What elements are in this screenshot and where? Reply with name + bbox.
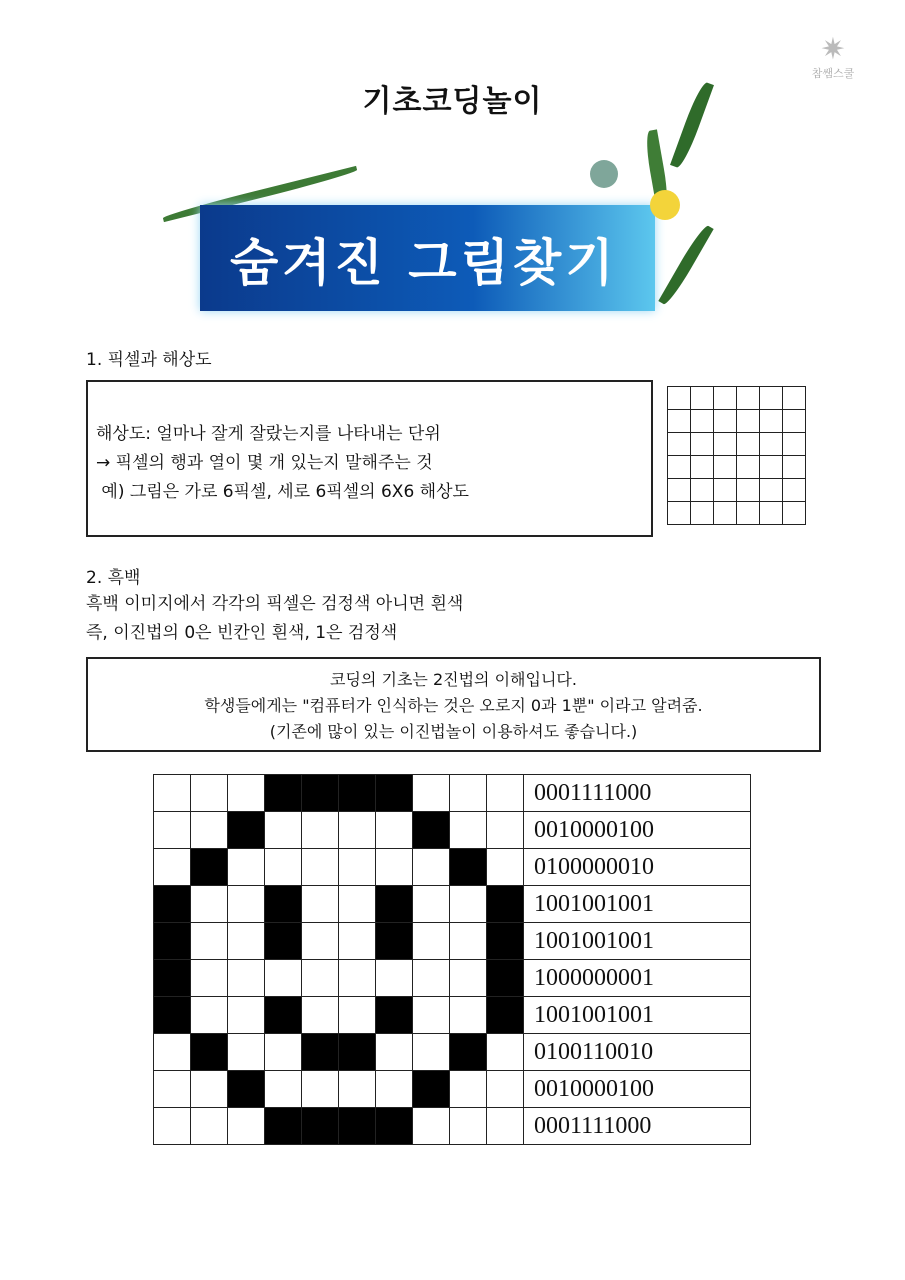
white-pixel <box>339 886 376 923</box>
pixel-cell <box>668 433 691 456</box>
white-pixel <box>154 1108 191 1145</box>
pixel-cell <box>783 387 806 410</box>
white-pixel <box>302 812 339 849</box>
note-line: (기존에 많이 있는 이진법놀이 이용하셔도 좋습니다.) <box>269 722 638 741</box>
section2-text <box>86 590 463 648</box>
pixel-cell <box>691 387 714 410</box>
white-pixel <box>413 1034 450 1071</box>
white-pixel <box>191 775 228 812</box>
white-pixel <box>191 1071 228 1108</box>
white-pixel <box>487 1071 524 1108</box>
white-pixel <box>487 1108 524 1145</box>
black-pixel <box>376 775 413 812</box>
pixel-cell <box>714 387 737 410</box>
pixel-cell <box>714 433 737 456</box>
black-pixel <box>265 1108 302 1145</box>
black-pixel <box>376 886 413 923</box>
white-pixel <box>413 849 450 886</box>
black-pixel <box>228 1071 265 1108</box>
white-pixel <box>450 960 487 997</box>
pixel-cell <box>760 479 783 502</box>
white-pixel <box>413 997 450 1034</box>
pixel-cell <box>668 387 691 410</box>
black-pixel <box>228 812 265 849</box>
white-pixel <box>228 997 265 1034</box>
white-pixel <box>376 960 413 997</box>
pixel-cell <box>668 456 691 479</box>
binary-row <box>154 886 751 923</box>
page-title: 기초코딩놀이 <box>362 84 543 119</box>
pixel-cell <box>760 410 783 433</box>
logo-star-icon: ✷ <box>820 32 846 67</box>
pixel-cell <box>760 387 783 410</box>
white-pixel <box>154 775 191 812</box>
white-pixel <box>154 1034 191 1071</box>
white-pixel <box>191 886 228 923</box>
banner: 숨겨진 그림찾기 <box>200 205 655 311</box>
binary-row <box>154 775 751 812</box>
black-pixel <box>154 997 191 1034</box>
binary-code: 0010000100 <box>524 1071 751 1108</box>
black-pixel <box>413 812 450 849</box>
pixel-cell <box>737 410 760 433</box>
white-pixel <box>191 960 228 997</box>
binary-code: 0010000100 <box>524 812 751 849</box>
white-pixel <box>228 1034 265 1071</box>
binary-picture-grid <box>153 774 751 1145</box>
pixel-cell <box>760 456 783 479</box>
black-pixel <box>302 775 339 812</box>
resolution-line: 예) 그림은 가로 6픽셀, 세로 6픽셀의 6X6 해상도 <box>96 482 469 502</box>
pixel-cell <box>737 387 760 410</box>
binary-row <box>154 960 751 997</box>
black-pixel <box>265 775 302 812</box>
black-pixel <box>154 886 191 923</box>
black-pixel <box>450 1034 487 1071</box>
white-pixel <box>228 775 265 812</box>
binary-code: 1001001001 <box>524 886 751 923</box>
binary-row <box>154 812 751 849</box>
black-pixel <box>376 997 413 1034</box>
white-pixel <box>191 1108 228 1145</box>
binary-code: 1000000001 <box>524 960 751 997</box>
white-pixel <box>265 960 302 997</box>
white-pixel <box>265 812 302 849</box>
binary-code: 0100110010 <box>524 1034 751 1071</box>
black-pixel <box>265 997 302 1034</box>
white-pixel <box>450 997 487 1034</box>
white-pixel <box>265 1071 302 1108</box>
pixel-cell <box>783 479 806 502</box>
white-pixel <box>302 849 339 886</box>
white-pixel <box>376 1034 413 1071</box>
section2-heading: 2. 흑백 <box>86 568 141 588</box>
white-pixel <box>413 886 450 923</box>
black-pixel <box>302 1034 339 1071</box>
white-pixel <box>228 923 265 960</box>
pixel-cell <box>783 502 806 525</box>
pixel-cell <box>714 456 737 479</box>
pixel-cell <box>691 433 714 456</box>
white-pixel <box>450 775 487 812</box>
pixel-cell <box>760 502 783 525</box>
white-pixel <box>302 960 339 997</box>
black-pixel <box>302 1108 339 1145</box>
white-pixel <box>339 1071 376 1108</box>
pixel-cell <box>737 502 760 525</box>
resolution-line: 해상도: 얼마나 잘게 잘랐는지를 나타내는 단위 <box>96 424 441 444</box>
white-pixel <box>450 1071 487 1108</box>
section2-line: 즉, 이진법의 0은 빈칸인 흰색, 1은 검정색 <box>86 623 398 643</box>
pixel-cell <box>691 410 714 433</box>
black-pixel <box>413 1071 450 1108</box>
white-pixel <box>302 923 339 960</box>
grid-row <box>668 433 806 456</box>
white-pixel <box>487 775 524 812</box>
pixel-cell <box>783 410 806 433</box>
pixel-cell <box>783 433 806 456</box>
white-pixel <box>450 1108 487 1145</box>
pixel-cell <box>760 433 783 456</box>
white-pixel <box>413 775 450 812</box>
pixel-cell <box>691 479 714 502</box>
black-pixel <box>376 923 413 960</box>
binary-row <box>154 1108 751 1145</box>
grid-row <box>668 502 806 525</box>
binary-code: 0100000010 <box>524 849 751 886</box>
binary-code: 1001001001 <box>524 997 751 1034</box>
white-pixel <box>487 812 524 849</box>
white-pixel <box>265 849 302 886</box>
pixel-cell <box>714 410 737 433</box>
black-pixel <box>487 886 524 923</box>
black-pixel <box>191 849 228 886</box>
white-pixel <box>154 849 191 886</box>
pixel-cell <box>691 502 714 525</box>
pixel-cell <box>691 456 714 479</box>
pixel-cell <box>737 479 760 502</box>
black-pixel <box>376 1108 413 1145</box>
black-pixel <box>191 1034 228 1071</box>
black-pixel <box>154 923 191 960</box>
resolution-line: → 픽셀의 행과 열이 몇 개 있는지 말해주는 것 <box>96 453 433 473</box>
logo: ✷ 참쌤스쿨 <box>800 35 866 81</box>
white-pixel <box>154 812 191 849</box>
note-line: 학생들에게는 "컴퓨터가 인식하는 것은 오로지 0과 1뿐" 이라고 알려줌. <box>204 696 703 715</box>
black-pixel <box>487 960 524 997</box>
white-pixel <box>265 1034 302 1071</box>
section1-heading: 1. 픽셀과 해상도 <box>86 350 212 370</box>
white-pixel <box>487 849 524 886</box>
white-pixel <box>339 997 376 1034</box>
white-pixel <box>228 1108 265 1145</box>
white-pixel <box>191 923 228 960</box>
white-pixel <box>228 960 265 997</box>
white-pixel <box>413 923 450 960</box>
white-pixel <box>487 1034 524 1071</box>
binary-code: 0001111000 <box>524 1108 751 1145</box>
resolution-box <box>86 380 653 537</box>
black-pixel <box>339 775 376 812</box>
leaf-decoration <box>590 70 720 320</box>
black-pixel <box>450 849 487 886</box>
white-pixel <box>191 812 228 849</box>
pixel-cell <box>668 479 691 502</box>
pixel-cell <box>668 410 691 433</box>
white-pixel <box>302 1071 339 1108</box>
white-pixel <box>339 812 376 849</box>
white-pixel <box>450 923 487 960</box>
pixel-cell <box>668 502 691 525</box>
binary-row <box>154 923 751 960</box>
white-pixel <box>376 812 413 849</box>
black-pixel <box>265 923 302 960</box>
white-pixel <box>339 960 376 997</box>
binary-row <box>154 997 751 1034</box>
white-pixel <box>413 960 450 997</box>
grid-row <box>668 479 806 502</box>
white-pixel <box>376 1071 413 1108</box>
white-pixel <box>376 849 413 886</box>
section2-line: 흑백 이미지에서 각각의 픽셀은 검정색 아니면 흰색 <box>86 594 464 614</box>
white-pixel <box>154 1071 191 1108</box>
black-pixel <box>154 960 191 997</box>
white-pixel <box>191 997 228 1034</box>
white-pixel <box>302 997 339 1034</box>
note-box <box>86 657 821 752</box>
white-pixel <box>339 923 376 960</box>
white-pixel <box>339 849 376 886</box>
pixel-cell <box>714 479 737 502</box>
white-pixel <box>228 886 265 923</box>
white-pixel <box>228 849 265 886</box>
white-pixel <box>302 886 339 923</box>
pixel-grid-6x6 <box>667 386 806 525</box>
pixel-cell <box>737 456 760 479</box>
white-pixel <box>450 812 487 849</box>
black-pixel <box>339 1034 376 1071</box>
binary-code: 1001001001 <box>524 923 751 960</box>
white-pixel <box>450 886 487 923</box>
binary-row <box>154 1034 751 1071</box>
pixel-cell <box>714 502 737 525</box>
black-pixel <box>487 923 524 960</box>
note-line: 코딩의 기초는 2진법의 이해입니다. <box>330 670 577 689</box>
grid-row <box>668 387 806 410</box>
black-pixel <box>339 1108 376 1145</box>
pixel-cell <box>783 456 806 479</box>
white-pixel <box>413 1108 450 1145</box>
binary-row <box>154 1071 751 1108</box>
grid-row <box>668 410 806 433</box>
black-pixel <box>487 997 524 1034</box>
black-pixel <box>265 886 302 923</box>
binary-code: 0001111000 <box>524 775 751 812</box>
pixel-cell <box>737 433 760 456</box>
grid-row <box>668 456 806 479</box>
binary-row <box>154 849 751 886</box>
